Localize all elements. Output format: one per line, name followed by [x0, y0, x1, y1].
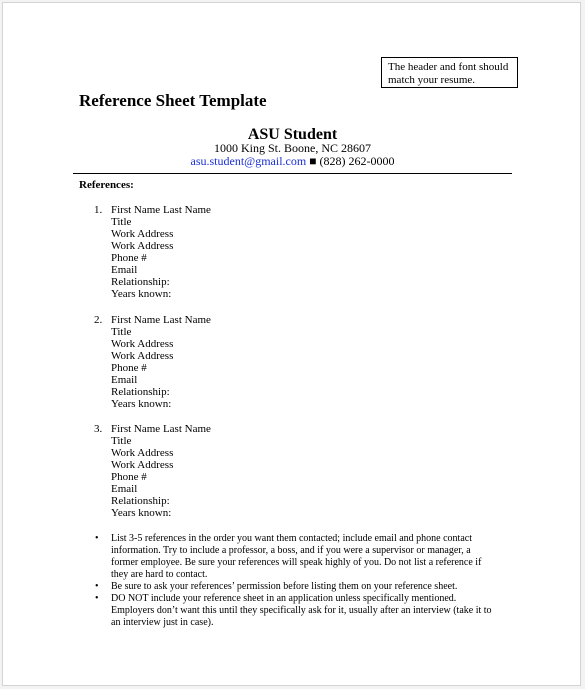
bullet-icon: •	[95, 533, 99, 544]
tip-text: Be sure to ask your references’ permission before listing them on your reference sheet.	[111, 581, 458, 592]
reference-phone: Phone #	[111, 252, 147, 264]
tips-list	[94, 533, 494, 629]
reference-work-address: Work Address	[111, 447, 174, 459]
reference-phone: Phone #	[111, 471, 147, 483]
references-heading: References:	[79, 179, 134, 191]
reference-name: First Name Last Name	[111, 204, 211, 216]
email-link[interactable]: asu.student@gmail.com	[190, 154, 307, 168]
document-title: Reference Sheet Template	[79, 91, 267, 110]
tip-item	[94, 581, 494, 593]
reference-title: Title	[111, 435, 132, 447]
student-address: 1000 King St. Boone, NC 28607	[213, 141, 371, 155]
bullet-icon: •	[95, 593, 99, 604]
tip-text: List 3-5 references in the order you want them contacted; include email and phone contact information. Try to include a professor, a boss, and if you were a supervisor or manager, a former employee. Be sure your references will speak highly of you. Do not list a reference if they are hard to contact.	[111, 533, 482, 580]
reference-work-address: Work Address	[111, 459, 174, 471]
reference-work-address: Work Address	[111, 240, 174, 252]
tip-item	[94, 533, 494, 581]
reference-work-address: Work Address	[111, 350, 174, 362]
instruction-note-box	[381, 57, 518, 88]
separator-square-icon: ■	[309, 154, 317, 168]
reference-title: Title	[111, 326, 132, 338]
instruction-note-text: The header and font should match your resume.	[388, 61, 509, 86]
phone-number: (828) 262-0000	[319, 154, 395, 168]
reference-years-known: Years known:	[111, 398, 172, 410]
tip-text: DO NOT include your reference sheet in an application unless specifically mentioned. Employers don’t want this until they specifically ask for it, usually after an interview (take it to an interview just in case).	[111, 593, 492, 628]
reference-fields	[111, 204, 211, 300]
reference-email: Email	[111, 483, 138, 495]
reference-phone: Phone #	[111, 362, 147, 374]
reference-work-address: Work Address	[111, 338, 174, 350]
reference-name: First Name Last Name	[111, 423, 211, 435]
reference-fields	[111, 423, 211, 519]
student-name: ASU Student	[247, 126, 338, 143]
reference-number: 2.	[94, 314, 103, 326]
reference-title: Title	[111, 216, 132, 228]
reference-name: First Name Last Name	[111, 314, 211, 326]
reference-relationship: Relationship:	[111, 495, 170, 507]
reference-email: Email	[111, 264, 138, 276]
header-divider	[73, 173, 512, 174]
bullet-icon: •	[95, 581, 99, 592]
reference-fields	[111, 314, 211, 410]
reference-relationship: Relationship:	[111, 386, 170, 398]
reference-relationship: Relationship:	[111, 276, 170, 288]
reference-years-known: Years known:	[111, 288, 172, 300]
tip-item	[94, 593, 494, 629]
reference-years-known: Years known:	[111, 507, 172, 519]
reference-number: 3.	[94, 423, 103, 435]
reference-work-address: Work Address	[111, 228, 174, 240]
contact-line	[0, 154, 585, 168]
reference-email: Email	[111, 374, 138, 386]
reference-number: 1.	[94, 204, 103, 216]
